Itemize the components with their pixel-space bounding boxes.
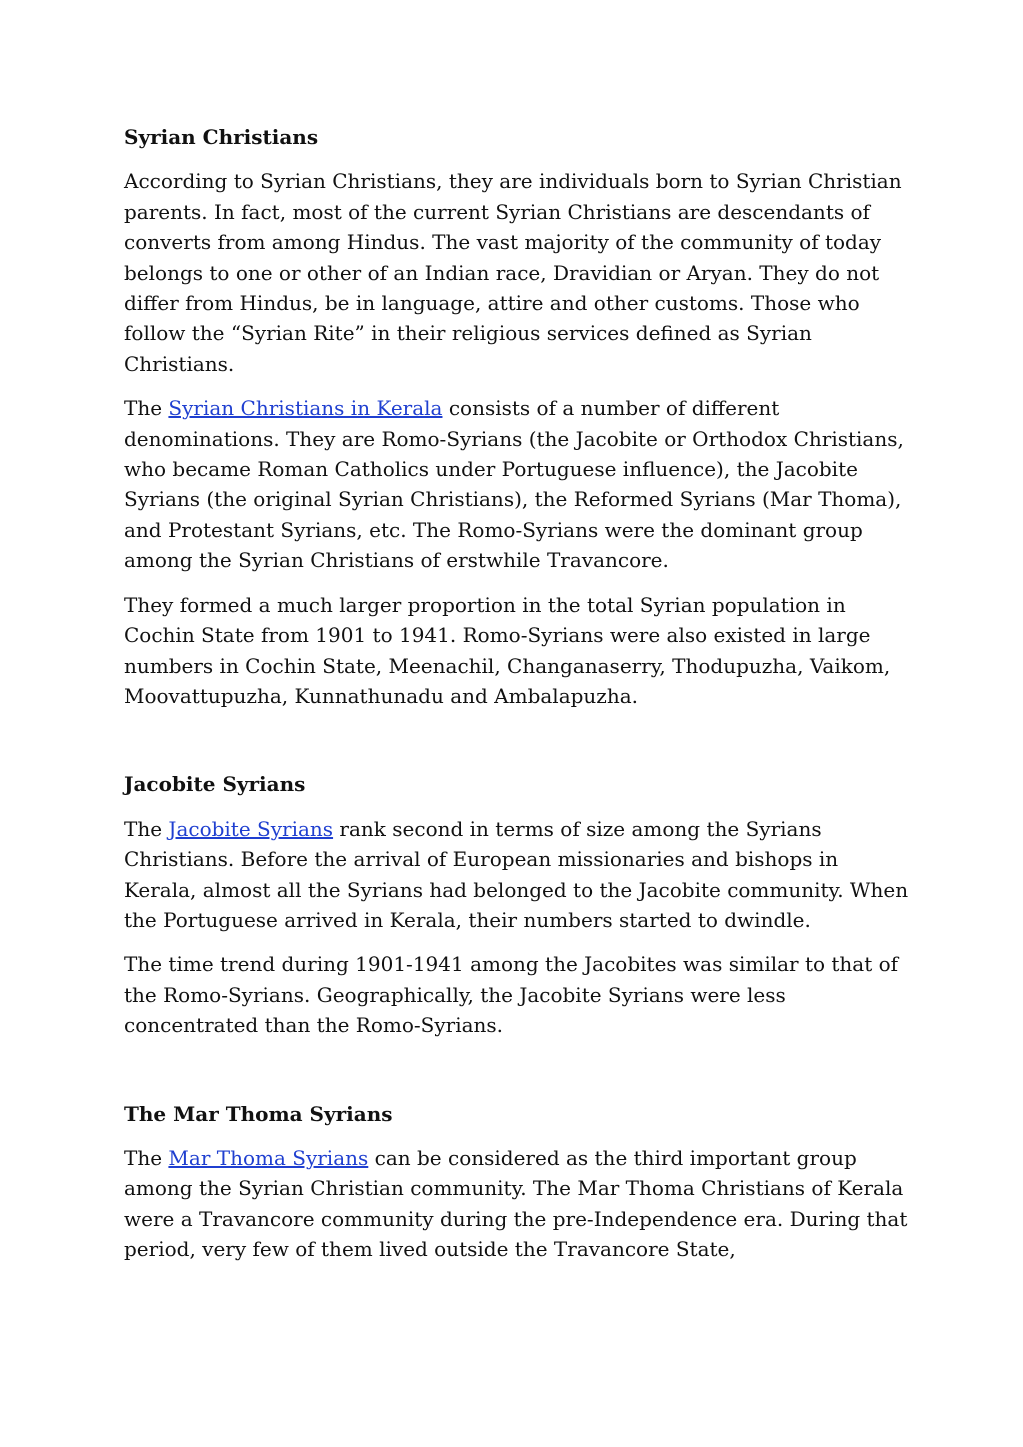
paragraph-text: rank second in terms of size among the Syrians Christians. Before the arrival of European missionaries and bishops in Kerala, almost all the Syrians had belonged to the Jacobite community. When the Portuguese arrived in Kerala, their numbers started to dwindle. bbox=[124, 816, 909, 932]
paragraph-syrian-definition: According to Syrian Christians, they are individuals born to Syrian Christian parents. In fact, most of the current Syrian Christians are descendants of converts from among Hindus. The vast majority of the community of today belongs to one or other of an Indian race, Dravidian or Aryan. They do not differ from Hindus, be in language, attire and other customs. Those who follow the “Syrian Rite” in their religious services defined as Syrian Christians. bbox=[124, 169, 902, 376]
paragraph-text: The bbox=[124, 1145, 169, 1170]
paragraph-denominations bbox=[124, 393, 914, 575]
link-mar-thoma-syrians[interactable]: Mar Thoma Syrians bbox=[168, 1145, 369, 1170]
document-body bbox=[124, 122, 914, 1279]
section-heading-jacobite-syrians: Jacobite Syrians bbox=[124, 772, 306, 797]
paragraph-mar-thoma bbox=[124, 1143, 914, 1265]
section-heading-mar-thoma-syrians: The Mar Thoma Syrians bbox=[124, 1101, 393, 1126]
paragraph-jacobite-size bbox=[124, 814, 914, 936]
paragraph-text: The bbox=[124, 396, 169, 421]
paragraph-text: The bbox=[124, 816, 169, 841]
link-jacobite-syrians[interactable]: Jacobite Syrians bbox=[168, 816, 334, 841]
link-syrian-christians-in-kerala[interactable]: Syrian Christians in Kerala bbox=[168, 396, 443, 421]
paragraph-text: can be considered as the third important group among the Syrian Christian community. The Mar Thoma Christians of Kerala were a Travancore community during the pre-Independence era. During that period, very few of them lived outside the Travancore State, bbox=[124, 1145, 908, 1262]
paragraph-text: consists of a number of different denominations. They are Romo-Syrians (the Jacobite or Orthodox Christians, who became Roman Catholics under Portuguese influence), the Jacobite Syrians (the original Syrian Christians), the Reformed Syrians (Mar Thoma), and Protestant Syrians, etc. The Romo-Syrians were the dominant group among the Syrian Christians of erstwhile Travancore. bbox=[124, 396, 904, 573]
paragraph-population: They formed a much larger proportion in the total Syrian population in Cochin State from 1901 to 1941. Romo-Syrians were also existed in large numbers in Cochin State, Meenachil, Changanaserry, Thodupuzha, Vaikom, Moovattupuzha, Kunnathunadu and Ambalapuzha. bbox=[124, 592, 891, 708]
paragraph-jacobite-trend: The time trend during 1901-1941 among the Jacobites was similar to that of the Romo-Syrians. Geographically, the Jacobite Syrians were less concentrated than the Romo-Syrians. bbox=[124, 952, 899, 1038]
section-heading-syrian-christians: Syrian Christians bbox=[124, 125, 319, 149]
